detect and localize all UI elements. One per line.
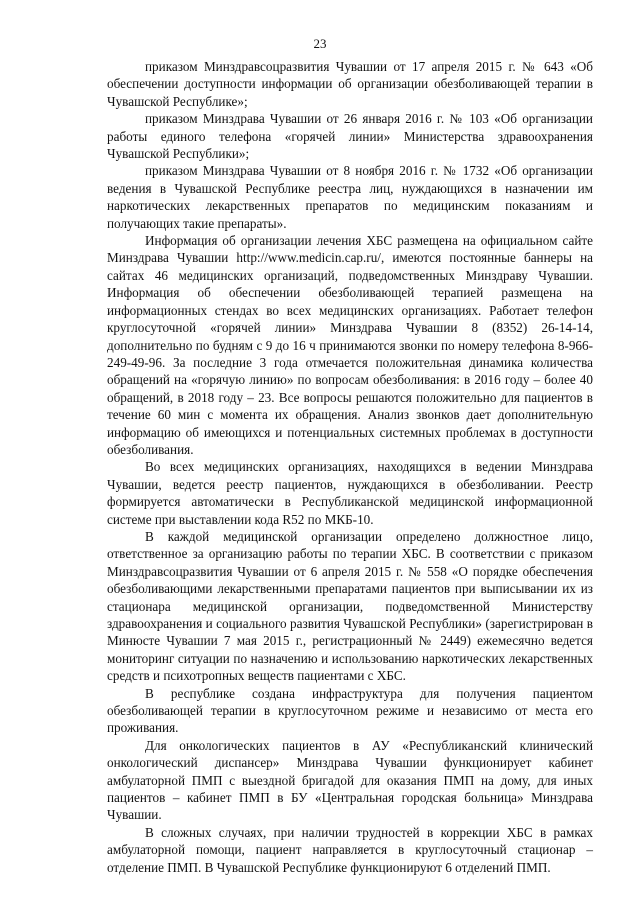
- page-number: 23: [313, 36, 327, 51]
- paragraph-order-103: приказом Минздрава Чувашии от 26 января 2016 г. № 103 «Об организации работы единого телефона «горячей линии» Министерства здравоохранения Чувашской Республики»;: [107, 111, 593, 162]
- paragraph-order-643: приказом Минздравсоцразвития Чувашии от 17 апреля 2015 г. № 643 «Об обеспечении доступности информации об организации обезболивающей терапии в Чувашской Республике»;: [107, 59, 593, 109]
- paragraph-responsible-person: В каждой медицинской организации определено должностное лицо, ответственное за организацию работы по терапии ХБС. В соответствии с приказом Минздравсоцразвития Чувашии от 6 апреля 2015 г. № 558 «О порядке обеспечения обезболивающими лекарственными препаратами пациентов при выписывании их из стационара медицинской организации, подведомственной Министерству здравоохранения и социального развития Чувашской Республики» (зарегистрирован в Минюсте Чувашии 7 мая 2015 г., регистрационный № 2449) ежемесячно ведется мониторинг ситуации по назначению и использованию наркотических лекарственных средств и психотропных веществ пациентами с ХБС.: [107, 528, 593, 684]
- paragraph-infrastructure: В республике создана инфраструктура для получения пациентом обезболивающей терапии в круглосуточном режиме и независимо от места его проживания.: [107, 685, 593, 736]
- paragraph-hotline-info: Информация об организации лечения ХБС размещена на официальном сайте Минздрава Чувашии http://www.medicin.cap.ru/, имеются постоянные баннеры на сайтах 46 медицинских организаций, подведомственных Минздраву Чувашии. Информация об обеспечении обезболивающей терапией размещена на информационных стендах во всех медицинских организациях. Работает телефон круглосуточной «горячей линии» Минздрава Чувашии 8 (8352) 26-14-14, дополнительно по будням с 9 до 16 ч принимаются звонки по номеру телефона 8-966-249-49-96. За последние 3 года отмечается положительная динамика количества обращений на «горячую линию» по вопросам обезболивания: в 2016 году – более 40 обращений, в 2018 году – 23. Все вопросы решаются положительно для пациентов в течение 60 мин с момента их обращения. Анализ звонков дает дополнительную информацию об имеющихся и потенциальных системных проблемах в доступности обезболивания.: [107, 233, 593, 457]
- paragraph-complex-cases: В сложных случаях, при наличии трудностей в коррекции ХБС в рамках амбулаторной помощи, пациент направляется в круглосуточный стационар – отделение ПМП. В Чувашской Республике функционируют 6 отделений ПМП.: [107, 824, 593, 875]
- document-body: [107, 58, 593, 876]
- paragraph-order-1732: приказом Минздрава Чувашии от 8 ноября 2016 г. № 1732 «Об организации ведения в Чувашской Республике реестра лиц, нуждающихся в назначении им наркотических лекарственных препаратов по медицинским показаниям и получающих такие препараты».: [107, 163, 593, 231]
- paragraph-patient-registry: Во всех медицинских организациях, находящихся в ведении Минздрава Чувашии, ведется реестр пациентов, нуждающихся в обезболивании. Реестр формируется автоматически в Республиканской медицинской информационной системе при выставлении кода R52 по МКБ-10.: [107, 459, 593, 527]
- paragraph-oncology-patients: Для онкологических пациентов в АУ «Республиканский клинический онкологический диспансер» Минздрава Чувашии функционирует кабинет амбулаторной ПМП с выездной бригадой для оказания ПМП на дому, для иных пациентов – кабинет ПМП в БУ «Центральная городская больница» Минздрава Чувашии.: [107, 737, 593, 823]
